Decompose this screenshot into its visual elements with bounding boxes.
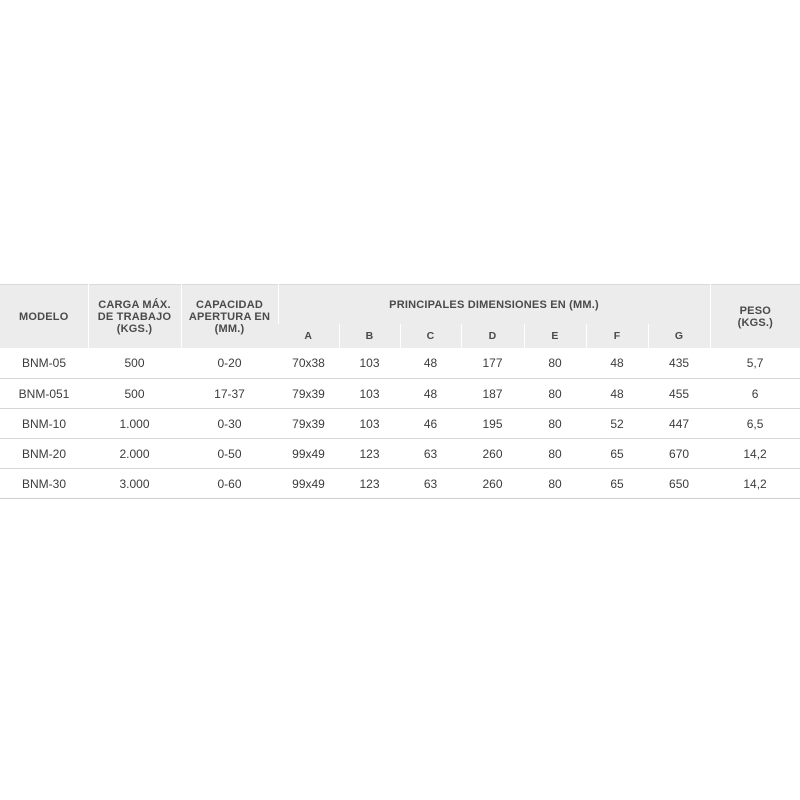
cell-dim-a: 70x38 <box>278 348 339 379</box>
cell-capacidad: 0-20 <box>181 348 278 379</box>
header-capacidad: CAPACIDAD APERTURA EN (MM.) <box>181 285 278 349</box>
cell-dim-e: 80 <box>524 469 586 499</box>
table-body <box>0 348 800 499</box>
table-row <box>0 439 800 469</box>
cell-dim-b: 103 <box>339 348 400 379</box>
cell-dim-e: 80 <box>524 348 586 379</box>
header-dim-g: G <box>648 324 710 348</box>
table-row <box>0 348 800 379</box>
header-dim-b: B <box>339 324 400 348</box>
cell-dim-b: 123 <box>339 469 400 499</box>
cell-carga: 1.000 <box>88 409 181 439</box>
cell-modelo: BNM-20 <box>0 439 88 469</box>
cell-dim-a: 79x39 <box>278 409 339 439</box>
header-dim-d: D <box>461 324 524 348</box>
table-header <box>0 285 800 349</box>
cell-carga: 2.000 <box>88 439 181 469</box>
cell-carga: 3.000 <box>88 469 181 499</box>
cell-dim-c: 46 <box>400 409 461 439</box>
cell-dim-c: 63 <box>400 469 461 499</box>
cell-dim-d: 260 <box>461 439 524 469</box>
cell-dim-g: 447 <box>648 409 710 439</box>
cell-carga: 500 <box>88 348 181 379</box>
table-row <box>0 469 800 499</box>
cell-dim-c: 48 <box>400 348 461 379</box>
cell-dim-e: 80 <box>524 409 586 439</box>
cell-dim-g: 455 <box>648 379 710 409</box>
cell-capacidad: 0-30 <box>181 409 278 439</box>
cell-peso: 6,5 <box>710 409 800 439</box>
table-row <box>0 409 800 439</box>
header-dim-a: A <box>278 324 339 348</box>
header-dim-f: F <box>586 324 648 348</box>
cell-dim-d: 195 <box>461 409 524 439</box>
cell-modelo: BNM-10 <box>0 409 88 439</box>
cell-dim-b: 123 <box>339 439 400 469</box>
cell-dim-d: 187 <box>461 379 524 409</box>
cell-dim-b: 103 <box>339 409 400 439</box>
cell-dim-f: 48 <box>586 379 648 409</box>
cell-dim-c: 48 <box>400 379 461 409</box>
cell-dim-f: 65 <box>586 469 648 499</box>
cell-dim-a: 79x39 <box>278 379 339 409</box>
cell-dim-f: 48 <box>586 348 648 379</box>
header-modelo: MODELO <box>0 285 88 349</box>
cell-dim-g: 650 <box>648 469 710 499</box>
cell-dim-f: 65 <box>586 439 648 469</box>
cell-dim-e: 80 <box>524 439 586 469</box>
cell-dim-g: 670 <box>648 439 710 469</box>
cell-peso: 6 <box>710 379 800 409</box>
header-peso: PESO (KGS.) <box>710 285 800 349</box>
cell-dim-a: 99x49 <box>278 469 339 499</box>
cell-peso: 14,2 <box>710 469 800 499</box>
cell-modelo: BNM-051 <box>0 379 88 409</box>
specifications-table <box>0 284 800 499</box>
cell-dim-b: 103 <box>339 379 400 409</box>
cell-dim-e: 80 <box>524 379 586 409</box>
cell-dim-d: 177 <box>461 348 524 379</box>
cell-capacidad: 0-60 <box>181 469 278 499</box>
header-dim-e: E <box>524 324 586 348</box>
cell-dim-g: 435 <box>648 348 710 379</box>
cell-carga: 500 <box>88 379 181 409</box>
cell-dim-a: 99x49 <box>278 439 339 469</box>
cell-modelo: BNM-05 <box>0 348 88 379</box>
header-dim-c: C <box>400 324 461 348</box>
cell-peso: 14,2 <box>710 439 800 469</box>
cell-capacidad: 0-50 <box>181 439 278 469</box>
cell-dim-f: 52 <box>586 409 648 439</box>
cell-dim-c: 63 <box>400 439 461 469</box>
header-dimensiones: PRINCIPALES DIMENSIONES EN (MM.) <box>278 285 710 325</box>
cell-peso: 5,7 <box>710 348 800 379</box>
header-carga: CARGA MÁX. DE TRABAJO (KGS.) <box>88 285 181 349</box>
cell-dim-d: 260 <box>461 469 524 499</box>
cell-capacidad: 17-37 <box>181 379 278 409</box>
table-row <box>0 379 800 409</box>
cell-modelo: BNM-30 <box>0 469 88 499</box>
